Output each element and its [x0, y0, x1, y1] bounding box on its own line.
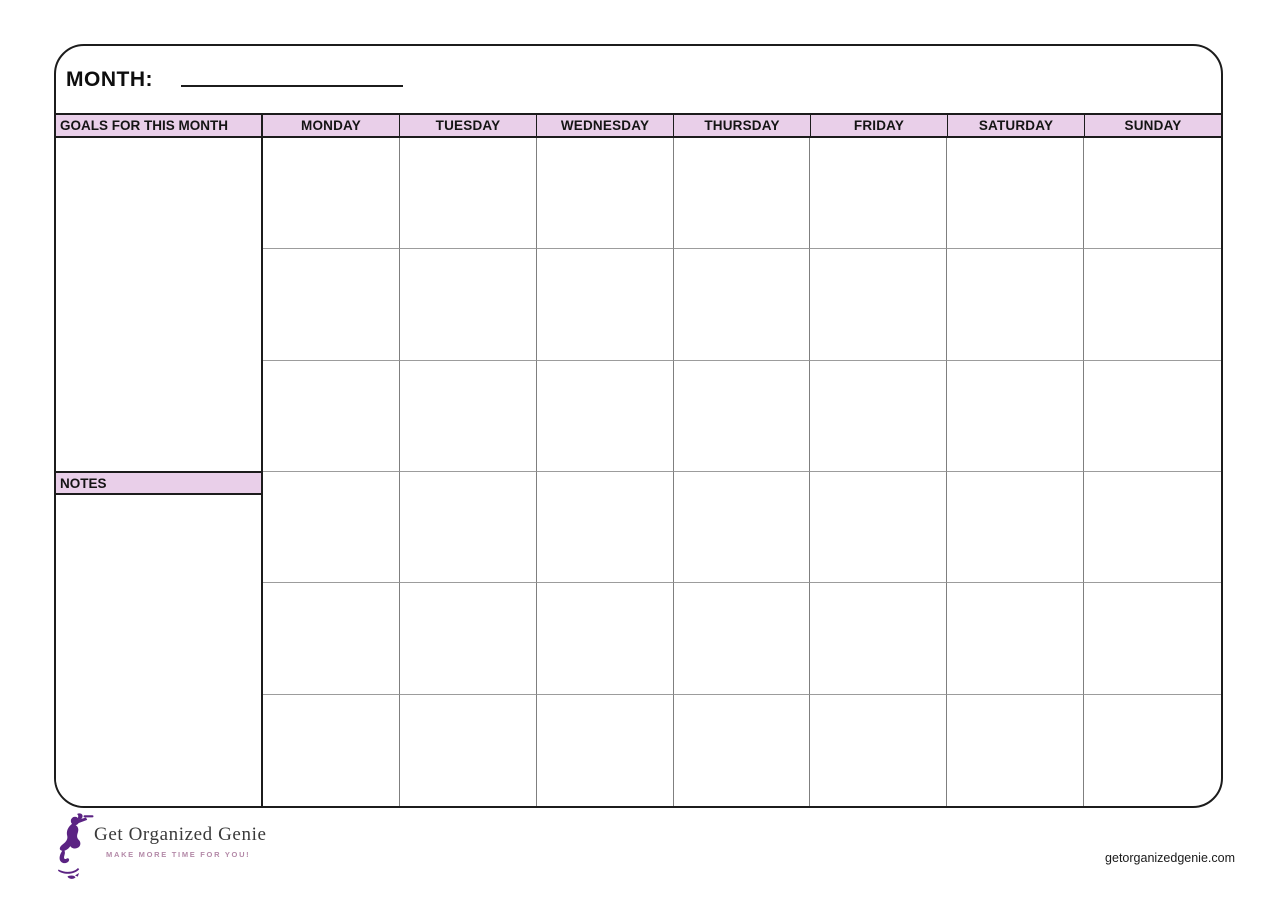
calendar-cell[interactable]: [400, 361, 537, 472]
calendar-cell[interactable]: [674, 472, 811, 583]
calendar-cell[interactable]: [947, 138, 1084, 249]
goals-header: GOALS FOR THIS MONTH: [56, 115, 263, 136]
calendar-cell[interactable]: [810, 361, 947, 472]
website-text: getorganizedgenie.com: [1105, 851, 1235, 865]
calendar-cell[interactable]: [947, 695, 1084, 806]
day-header-saturday: SATURDAY: [948, 115, 1085, 136]
calendar-cell[interactable]: [537, 695, 674, 806]
calendar-cell[interactable]: [947, 361, 1084, 472]
calendar-cell[interactable]: [263, 695, 400, 806]
calendar-cell[interactable]: [674, 249, 811, 360]
calendar-cell[interactable]: [537, 249, 674, 360]
planner-body: [56, 138, 1221, 806]
calendar-cell[interactable]: [810, 695, 947, 806]
calendar-cell[interactable]: [537, 472, 674, 583]
genie-icon: [56, 812, 96, 884]
calendar-cell[interactable]: [400, 583, 537, 694]
month-fill-in-line[interactable]: [181, 85, 403, 87]
calendar-cell[interactable]: [674, 138, 811, 249]
calendar-cell[interactable]: [810, 472, 947, 583]
day-header-tuesday: TUESDAY: [400, 115, 537, 136]
notes-writing-area[interactable]: [56, 495, 261, 806]
brand-tagline: MAKE MORE TIME FOR YOU!: [106, 850, 251, 859]
calendar-cell[interactable]: [400, 472, 537, 583]
calendar-cell[interactable]: [1084, 138, 1221, 249]
goals-writing-area[interactable]: [56, 138, 261, 471]
calendar-cell[interactable]: [674, 695, 811, 806]
calendar-cell[interactable]: [810, 249, 947, 360]
day-header-friday: FRIDAY: [811, 115, 948, 136]
day-header-wednesday: WEDNESDAY: [537, 115, 674, 136]
calendar-cell[interactable]: [263, 138, 400, 249]
month-label: MONTH:: [66, 67, 153, 91]
calendar-cell[interactable]: [947, 472, 1084, 583]
calendar-cell[interactable]: [537, 361, 674, 472]
calendar-cell[interactable]: [1084, 361, 1221, 472]
calendar-cell[interactable]: [810, 583, 947, 694]
calendar-cell[interactable]: [263, 472, 400, 583]
day-header-monday: MONDAY: [263, 115, 400, 136]
calendar-cell[interactable]: [810, 138, 947, 249]
left-column: [56, 138, 263, 806]
calendar-cell[interactable]: [400, 695, 537, 806]
calendar-cell[interactable]: [947, 583, 1084, 694]
calendar-cell[interactable]: [1084, 472, 1221, 583]
calendar-cell[interactable]: [674, 583, 811, 694]
calendar-cell[interactable]: [263, 361, 400, 472]
calendar-cell[interactable]: [537, 138, 674, 249]
calendar-cell[interactable]: [1084, 249, 1221, 360]
calendar-cell[interactable]: [674, 361, 811, 472]
header-row: [56, 113, 1221, 138]
calendar-cell[interactable]: [1084, 583, 1221, 694]
calendar-cell[interactable]: [400, 138, 537, 249]
calendar-cell[interactable]: [263, 583, 400, 694]
title-bar: [56, 46, 1221, 113]
brand-name: Get Organized Genie: [94, 824, 267, 845]
calendar-cell[interactable]: [1084, 695, 1221, 806]
calendar-cell[interactable]: [537, 583, 674, 694]
calendar-cell[interactable]: [947, 249, 1084, 360]
calendar-grid: [263, 138, 1221, 806]
notes-header: NOTES: [56, 471, 261, 495]
calendar-cell[interactable]: [263, 249, 400, 360]
planner-sheet: [54, 44, 1223, 808]
day-header-sunday: SUNDAY: [1124, 118, 1182, 133]
day-header-thursday: THURSDAY: [674, 115, 811, 136]
calendar-cell[interactable]: [400, 249, 537, 360]
